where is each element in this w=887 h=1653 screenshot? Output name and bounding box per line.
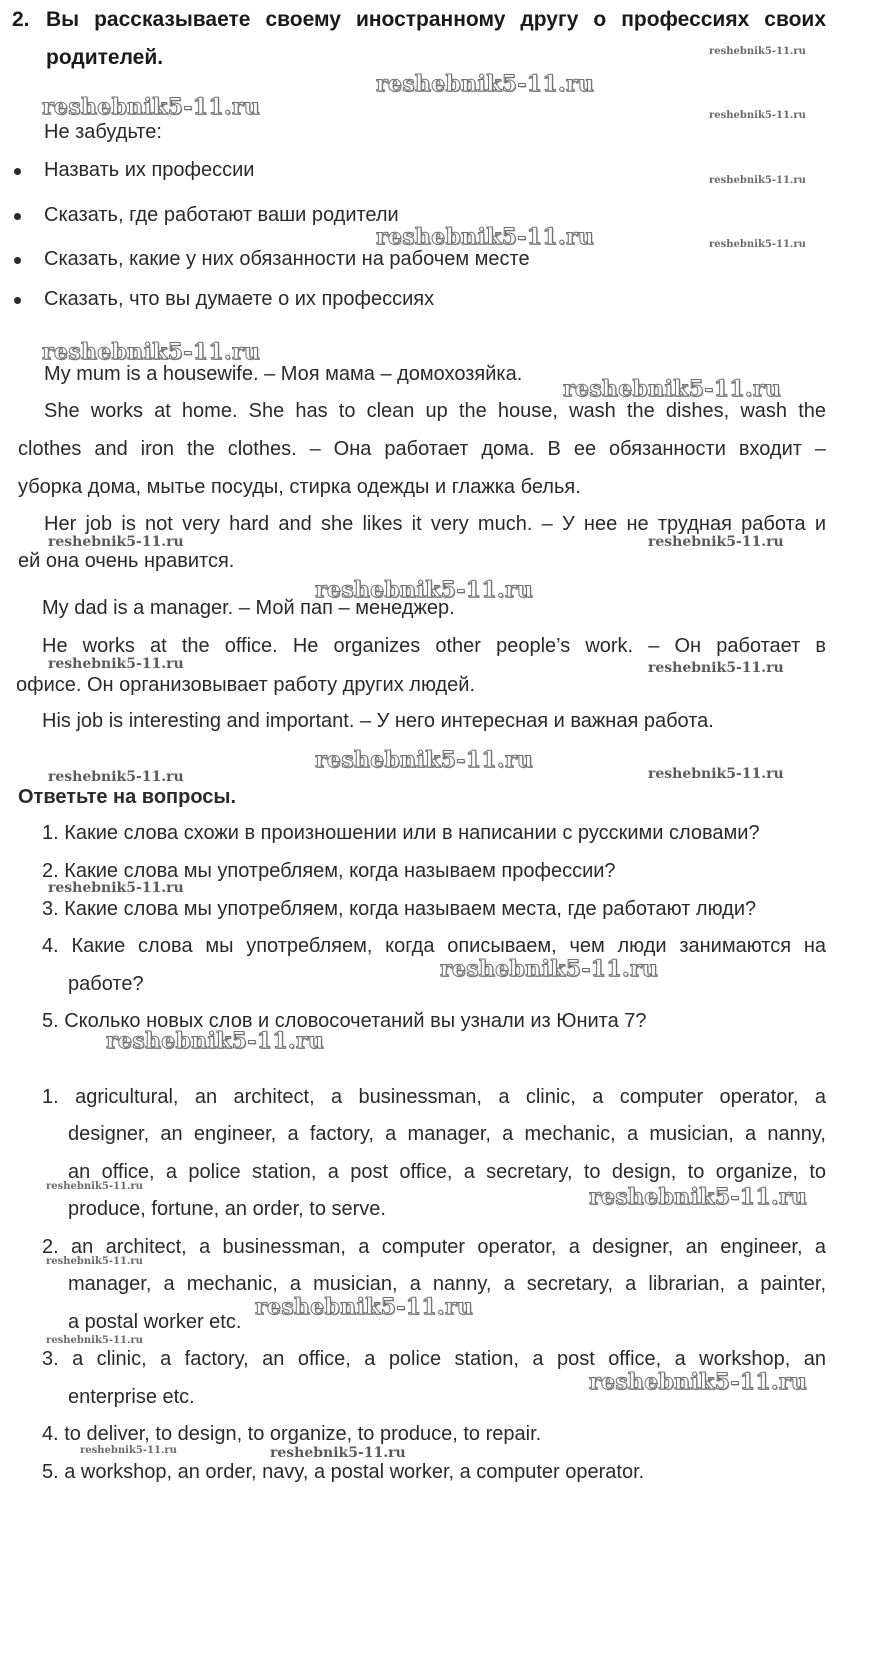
bullet-icon bbox=[14, 213, 21, 220]
question-item: 1. Какие слова схожи в произношении или в написании с русскими словами? bbox=[42, 822, 760, 844]
watermark: reshebnik5-11.ru bbox=[440, 956, 659, 982]
answer-item: 5. a workshop, an order, navy, a postal worker, a computer operator. bbox=[42, 1461, 645, 1483]
watermark: reshebnik5-11.ru bbox=[42, 94, 261, 120]
watermark: reshebnik5-11.ru bbox=[709, 239, 806, 250]
question-item: работе? bbox=[68, 973, 144, 995]
watermark: reshebnik5-11.ru bbox=[315, 747, 534, 773]
question-item: 2. Какие слова мы употребляем, когда называем профессии? bbox=[42, 860, 616, 882]
answer-item: a postal worker etc. bbox=[68, 1311, 242, 1333]
text-paragraph: уборка дома, мытье посуды, стирка одежды и глажка белья. bbox=[18, 476, 581, 498]
text-paragraph: My mum is a housewife. – Моя мама – домохозяйка. bbox=[44, 363, 523, 385]
watermark: reshebnik5-11.ru bbox=[589, 1184, 808, 1210]
reminder-bullet: Сказать, какие у них обязанности на рабочем месте bbox=[44, 248, 530, 270]
watermark: reshebnik5-11.ru bbox=[48, 534, 184, 550]
task-title-line2: родителей. bbox=[46, 46, 164, 69]
watermark: reshebnik5-11.ru bbox=[270, 1445, 406, 1461]
question-item: 5. Сколько новых слов и словосочетаний вы узнали из Юнита 7? bbox=[42, 1010, 647, 1032]
answer-item: designer, an engineer, a factory, a manager, a mechanic, a musician, a nanny, bbox=[68, 1123, 826, 1145]
bullet-icon bbox=[14, 168, 21, 175]
reminder-bullet: Сказать, где работают ваши родители bbox=[44, 204, 399, 226]
watermark: reshebnik5-11.ru bbox=[106, 1028, 325, 1054]
text-paragraph: офисе. Он организовывает работу других людей. bbox=[16, 674, 476, 696]
answer-item: 2. an architect, a businessman, a computer operator, a designer, an engineer, a bbox=[42, 1236, 826, 1258]
task-number: 2. bbox=[12, 8, 30, 31]
watermark: reshebnik5-11.ru bbox=[563, 376, 782, 402]
bullet-icon bbox=[14, 257, 21, 264]
text-paragraph: Her job is not very hard and she likes it very much. – У нее не трудная работа и bbox=[44, 513, 826, 535]
reminder-bullet: Сказать, что вы думаете о их профессиях bbox=[44, 288, 435, 310]
watermark: reshebnik5-11.ru bbox=[648, 534, 784, 550]
watermark: reshebnik5-11.ru bbox=[315, 577, 534, 603]
answer-item: enterprise etc. bbox=[68, 1386, 195, 1408]
question-item: 3. Какие слова мы употребляем, когда называем места, где работают люди? bbox=[42, 898, 757, 920]
questions-heading: Ответьте на вопросы. bbox=[18, 786, 237, 808]
answer-item: manager, a mechanic, a musician, a nanny, a secretary, a librarian, a painter, bbox=[68, 1273, 826, 1295]
watermark: reshebnik5-11.ru bbox=[48, 880, 184, 896]
question-item: 4. Какие слова мы употребляем, когда описываем, чем люди занимаются на bbox=[42, 935, 826, 957]
watermark: reshebnik5-11.ru bbox=[46, 1335, 143, 1346]
watermark: reshebnik5-11.ru bbox=[376, 71, 595, 97]
watermark: reshebnik5-11.ru bbox=[80, 1445, 177, 1456]
text-paragraph: His job is interesting and important. – У него интересная и важная работа. bbox=[42, 710, 714, 732]
text-paragraph: ей она очень нравится. bbox=[18, 550, 235, 572]
watermark: reshebnik5-11.ru bbox=[255, 1294, 474, 1320]
bullet-icon bbox=[14, 297, 21, 304]
text-paragraph: She works at home. She has to clean up the house, wash the dishes, wash the bbox=[44, 400, 826, 422]
reminder-bullet: Назвать их профессии bbox=[44, 159, 255, 181]
watermark: reshebnik5-11.ru bbox=[648, 660, 784, 676]
watermark: reshebnik5-11.ru bbox=[709, 110, 806, 121]
watermark: reshebnik5-11.ru bbox=[42, 339, 261, 365]
text-paragraph: clothes and iron the clothes. – Она работает дома. В ее обязанности входит – bbox=[18, 438, 826, 460]
task-title-line1: Вы рассказываете своему иностранному другу о профессиях своих bbox=[46, 8, 826, 31]
watermark: reshebnik5-11.ru bbox=[589, 1369, 808, 1395]
text-paragraph: My dad is a manager. – Мой пап – менеджер. bbox=[42, 597, 455, 619]
watermark: reshebnik5-11.ru bbox=[709, 46, 806, 57]
watermark: reshebnik5-11.ru bbox=[376, 224, 595, 250]
watermark: reshebnik5-11.ru bbox=[48, 769, 184, 785]
watermark: reshebnik5-11.ru bbox=[48, 656, 184, 672]
watermark: reshebnik5-11.ru bbox=[46, 1256, 143, 1267]
answer-item: 4. to deliver, to design, to organize, to produce, to repair. bbox=[42, 1423, 542, 1445]
answer-item: 3. a clinic, a factory, an office, a police station, a post office, a workshop, an bbox=[42, 1348, 826, 1370]
text-paragraph: He works at the office. He organizes other people’s work. – Он работает в bbox=[42, 635, 826, 657]
answer-item: an office, a police station, a post office, a secretary, to design, to organize, to bbox=[68, 1161, 826, 1183]
answer-item: 1. agricultural, an architect, a businessman, a clinic, a computer operator, a bbox=[42, 1086, 826, 1108]
watermark: reshebnik5-11.ru bbox=[709, 175, 806, 186]
watermark: reshebnik5-11.ru bbox=[648, 766, 784, 782]
reminder-heading: Не забудьте: bbox=[44, 121, 162, 143]
answer-item: produce, fortune, an order, to serve. bbox=[68, 1198, 386, 1220]
watermark: reshebnik5-11.ru bbox=[46, 1181, 143, 1192]
